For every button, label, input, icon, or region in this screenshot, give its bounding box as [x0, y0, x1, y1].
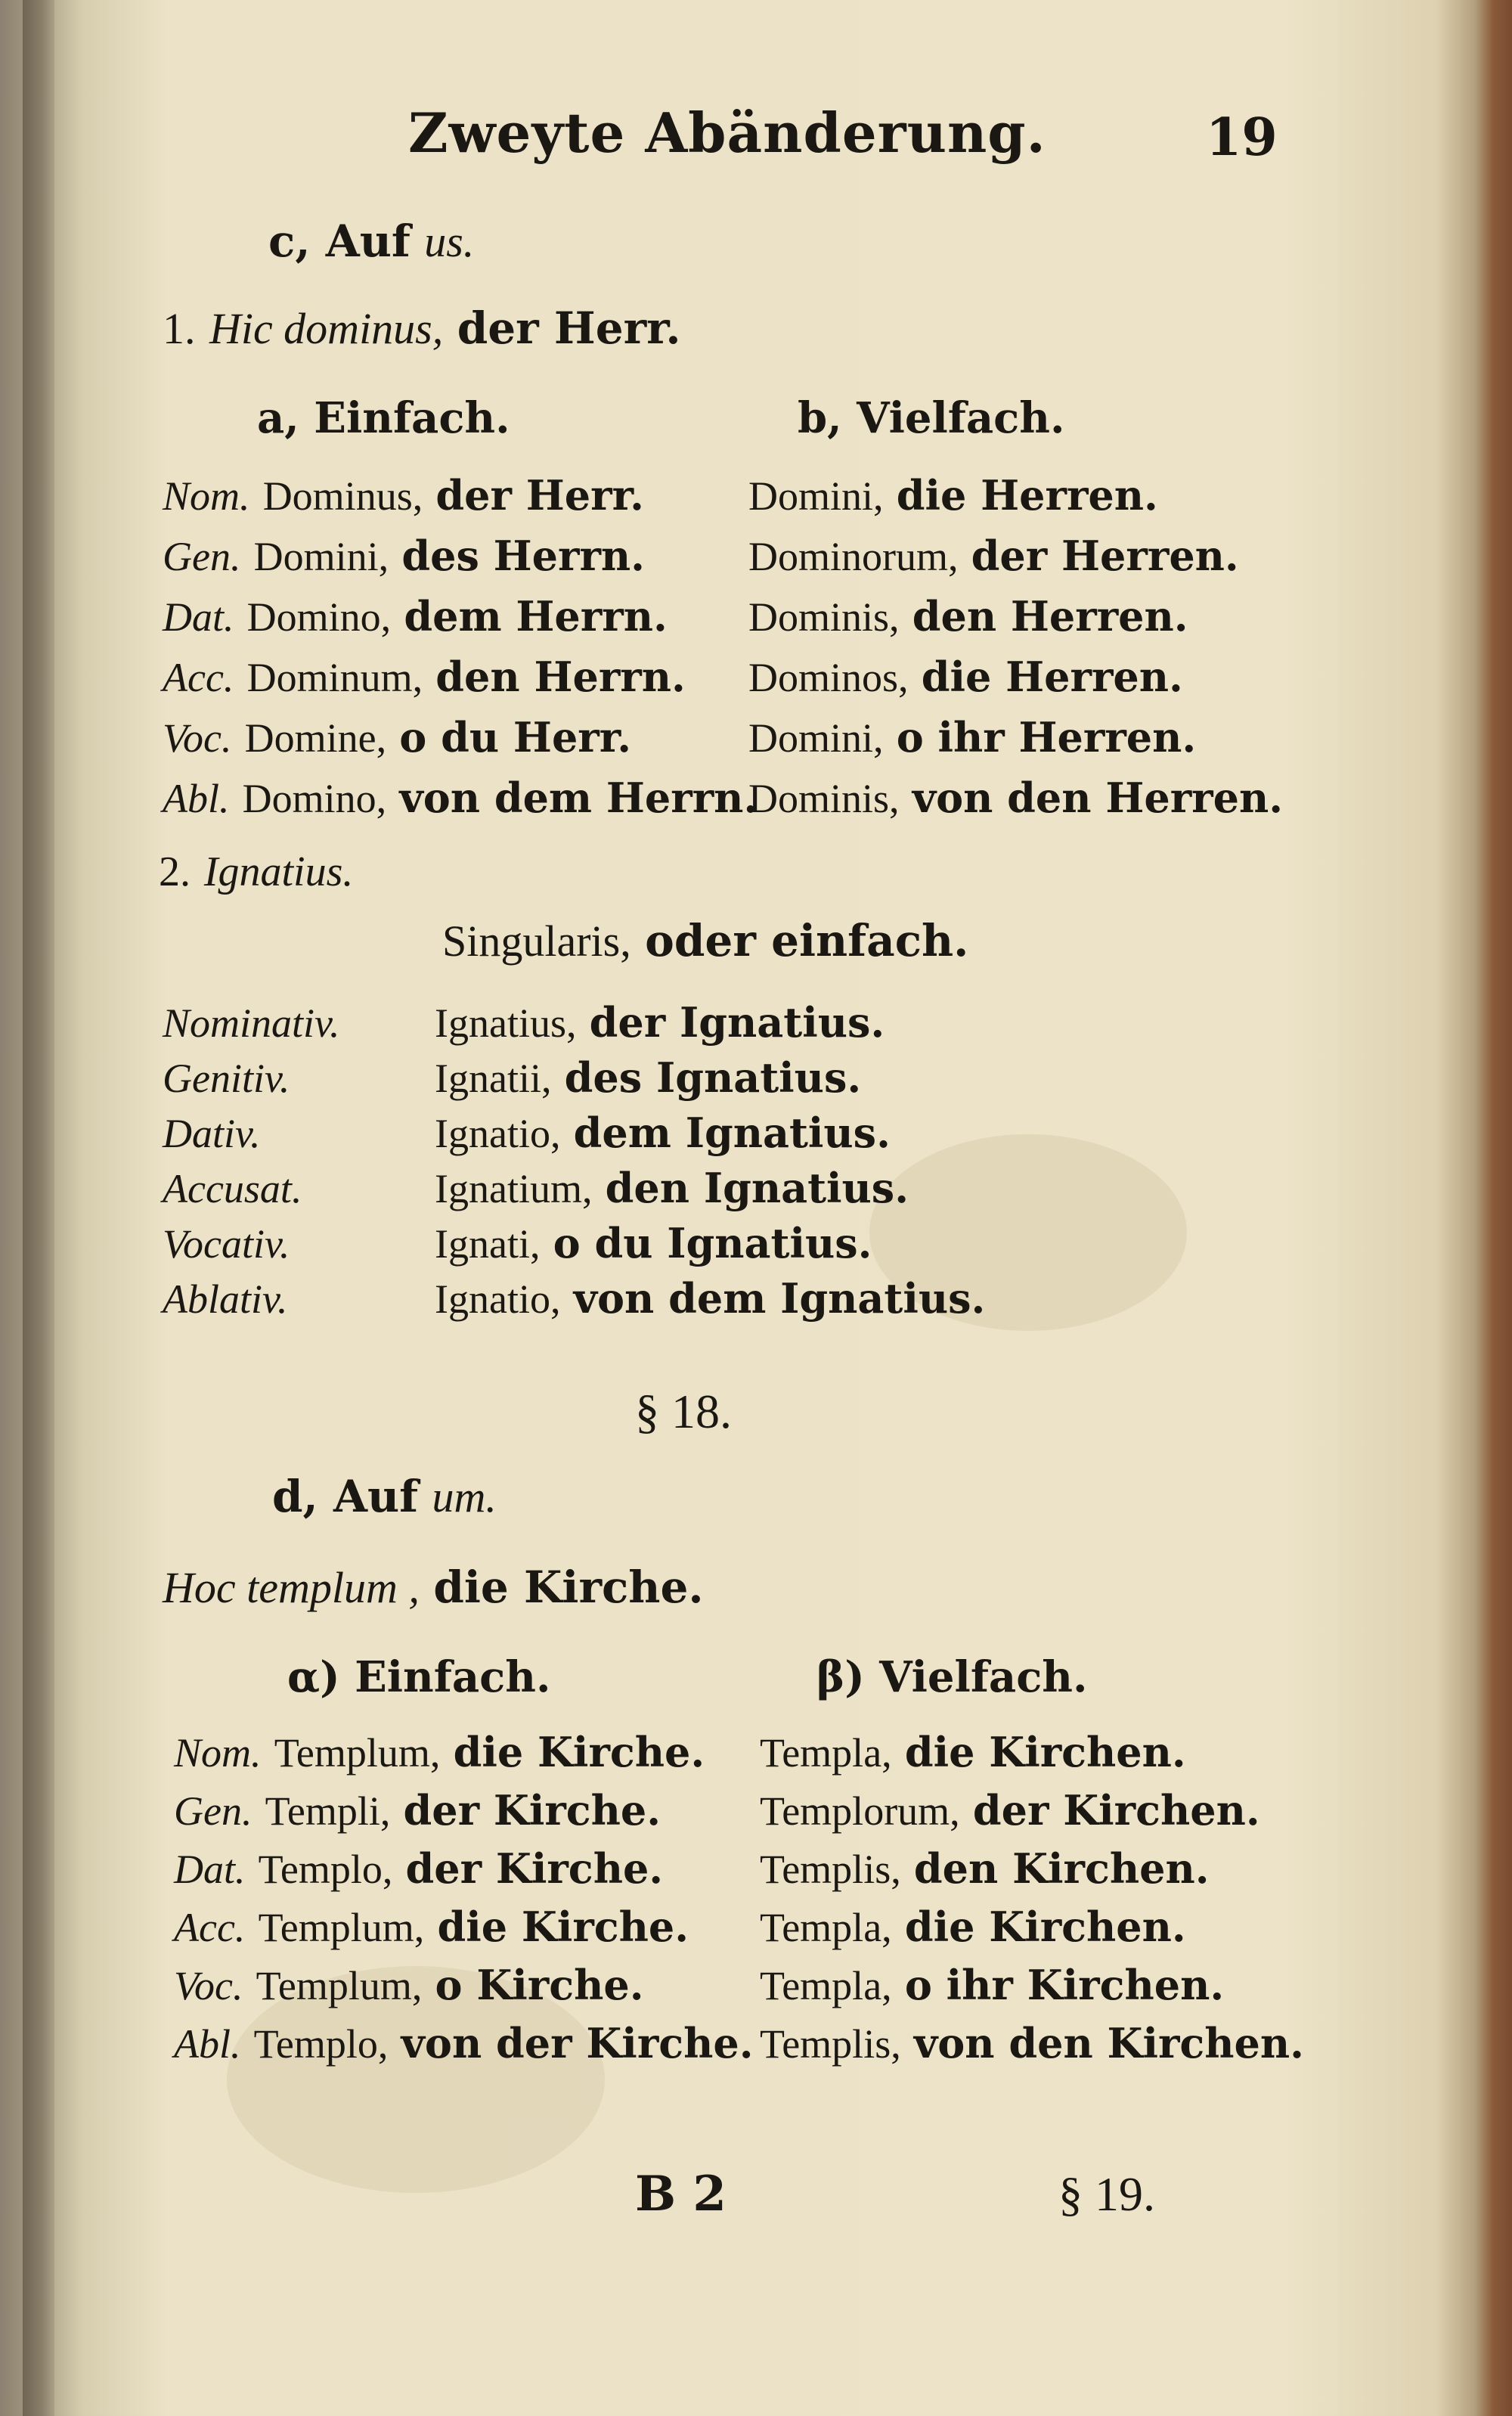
table-row-plural — [748, 774, 1284, 822]
latin-form: Ignati, — [435, 1221, 541, 1267]
table-row-plural — [748, 653, 1183, 701]
case-label: Dat. — [174, 1847, 246, 1892]
table-row — [163, 998, 885, 1047]
latin-plural: Dominis, — [748, 594, 900, 640]
german-singular: die Kirche. — [453, 1728, 705, 1776]
table-row — [163, 1164, 909, 1212]
latin-plural: Domini, — [748, 473, 884, 519]
latin-plural: Templa, — [760, 1905, 892, 1950]
table-row — [174, 1961, 644, 2009]
case-label: Nom. — [163, 473, 250, 519]
example-heading — [163, 1562, 704, 1613]
german-form: den Ignatius. — [605, 1164, 909, 1212]
german-singular: des Herrn. — [401, 532, 645, 580]
german-plural: die Kirchen. — [904, 1903, 1186, 1951]
case-label: Abl. — [174, 2021, 241, 2067]
latin-plural: Dominis, — [748, 776, 900, 821]
column-heading-plural: b, Vielfach. — [798, 393, 1065, 443]
case-label: Nom. — [174, 1730, 262, 1776]
german-form: dem Ignatius. — [573, 1109, 891, 1157]
case-label: Dativ. — [163, 1111, 261, 1156]
latin-singular: Templum, — [274, 1730, 441, 1776]
german-plural: o ihr Herren. — [896, 713, 1197, 761]
case-label: Genitiv. — [163, 1056, 290, 1101]
latin-singular: Dominus, — [262, 473, 423, 519]
latin-plural: Templorum, — [760, 1788, 960, 1834]
table-row — [174, 1786, 662, 1834]
latin-form: Ignatio, — [435, 1276, 561, 1322]
running-title: Zweyte Abänderung. — [408, 101, 1046, 165]
case-label: Vocativ. — [163, 1221, 290, 1267]
table-row-plural — [748, 713, 1197, 761]
example-heading — [159, 848, 354, 895]
german-plural: von den Herren. — [912, 774, 1284, 822]
column-heading-singular: a, Einfach. — [257, 393, 510, 443]
signature-mark: B 2 — [635, 2166, 727, 2222]
example-heading — [163, 302, 681, 354]
latin-singular: Templum, — [256, 1963, 423, 2008]
book-spine — [23, 0, 54, 2416]
german-singular: die Kirche. — [437, 1903, 689, 1951]
german-singular: dem Herrn. — [404, 592, 668, 640]
catchword: § 19. — [1058, 2167, 1155, 2221]
table-row-plural — [760, 1786, 1260, 1834]
case-label: Acc. — [163, 655, 234, 700]
german-plural: die Kirchen. — [904, 1728, 1186, 1776]
section-heading — [268, 216, 475, 267]
table-row — [174, 1844, 664, 1893]
table-row — [163, 1274, 986, 1323]
latin-plural: Templis, — [760, 1847, 901, 1892]
german-singular: o du Herr. — [399, 713, 632, 761]
german-form: des Ignatius. — [564, 1053, 862, 1102]
german-plural: der Kirchen. — [972, 1786, 1260, 1834]
table-row — [163, 1109, 891, 1157]
table-row-plural — [748, 532, 1239, 580]
heading-marker: c, Auf — [268, 216, 411, 267]
latin-plural: Templa, — [760, 1730, 892, 1776]
latin-singular: Domino, — [246, 594, 392, 640]
case-label: Nominativ. — [163, 1000, 340, 1046]
table-row-plural — [760, 1844, 1210, 1893]
case-label: Voc. — [174, 1963, 243, 2008]
latin-plural: Dominos, — [748, 655, 909, 700]
latin-form: Ignatius, — [435, 1000, 577, 1046]
latin-singular: Templi, — [265, 1788, 391, 1834]
german-singular: von dem Herrn. — [399, 774, 758, 822]
german-plural: der Herren. — [971, 532, 1239, 580]
latin-form: Ignatio, — [435, 1111, 561, 1156]
latin-plural: Dominorum, — [748, 534, 959, 579]
table-row — [163, 592, 668, 640]
example-latin: Hic dominus, — [209, 304, 444, 353]
example-german: der Herr. — [457, 302, 681, 354]
table-row — [163, 653, 686, 701]
latin-singular: Templo, — [258, 1847, 393, 1892]
german-singular: den Herrn. — [435, 653, 686, 701]
column-heading-singular: α) Einfach. — [287, 1652, 551, 1702]
singularis-german: oder einfach. — [645, 915, 969, 966]
german-form: von dem Ignatius. — [573, 1274, 986, 1323]
german-plural: die Herren. — [921, 653, 1183, 701]
latin-singular: Domini, — [253, 534, 389, 579]
case-label: Dat. — [163, 594, 234, 640]
heading-ending: um. — [432, 1472, 497, 1521]
table-row-plural — [760, 1728, 1186, 1776]
latin-singular: Dominum, — [246, 655, 423, 700]
heading-marker: d, Auf — [272, 1471, 419, 1522]
example-latin: Ignatius. — [203, 848, 354, 895]
page-number: 19 — [1206, 107, 1278, 168]
table-row — [174, 1903, 689, 1951]
case-label: Accusat. — [163, 1166, 302, 1211]
table-row — [163, 774, 758, 822]
german-form: der Ignatius. — [589, 998, 885, 1047]
latin-singular: Domino, — [242, 776, 387, 821]
german-plural: o ihr Kirchen. — [904, 1961, 1225, 2009]
singularis-heading — [442, 915, 969, 966]
german-plural: von den Kirchen. — [913, 2019, 1304, 2067]
german-singular: von der Kirche. — [401, 2019, 754, 2067]
table-row-plural — [748, 592, 1188, 640]
case-label: Gen. — [163, 534, 241, 579]
latin-singular: Templum, — [258, 1905, 425, 1950]
table-row — [174, 2019, 754, 2067]
table-row-plural — [760, 2019, 1304, 2067]
example-latin: Hoc templum , — [163, 1563, 420, 1612]
latin-form: Ignatium, — [435, 1166, 593, 1211]
table-row-plural — [760, 1961, 1225, 2009]
german-plural: die Herren. — [896, 471, 1158, 519]
column-heading-plural: β) Vielfach. — [816, 1652, 1088, 1702]
german-plural: den Herren. — [912, 592, 1188, 640]
german-singular: der Herr. — [435, 471, 644, 519]
table-row-plural — [760, 1903, 1186, 1951]
german-singular: der Kirche. — [403, 1786, 662, 1834]
latin-singular: Templo, — [253, 2021, 389, 2067]
table-row — [163, 1053, 862, 1102]
section-heading — [272, 1471, 497, 1522]
german-form: o du Ignatius. — [553, 1219, 872, 1267]
singularis-label: Singularis, — [442, 916, 631, 966]
case-label: Ablativ. — [163, 1276, 288, 1322]
table-row-plural — [748, 471, 1158, 519]
latin-singular: Domine, — [244, 715, 387, 761]
table-row — [163, 532, 645, 580]
case-label: Voc. — [163, 715, 232, 761]
section-mark: § 18. — [635, 1385, 732, 1438]
example-number: 2. — [159, 848, 191, 895]
heading-ending: us. — [424, 217, 475, 266]
latin-form: Ignatii, — [435, 1056, 552, 1101]
german-singular: der Kirche. — [405, 1844, 664, 1893]
case-label: Acc. — [174, 1905, 246, 1950]
table-row — [163, 713, 632, 761]
case-label: Gen. — [174, 1788, 253, 1834]
example-number: 1. — [163, 304, 196, 353]
latin-plural: Templa, — [760, 1963, 892, 2008]
example-german: die Kirche. — [433, 1562, 704, 1613]
latin-plural: Templis, — [760, 2021, 901, 2067]
german-plural: den Kirchen. — [913, 1844, 1210, 1893]
table-row — [163, 1219, 872, 1267]
latin-plural: Domini, — [748, 715, 884, 761]
table-row — [174, 1728, 705, 1776]
german-singular: o Kirche. — [435, 1961, 644, 2009]
table-row — [163, 471, 644, 519]
case-label: Abl. — [163, 776, 230, 821]
